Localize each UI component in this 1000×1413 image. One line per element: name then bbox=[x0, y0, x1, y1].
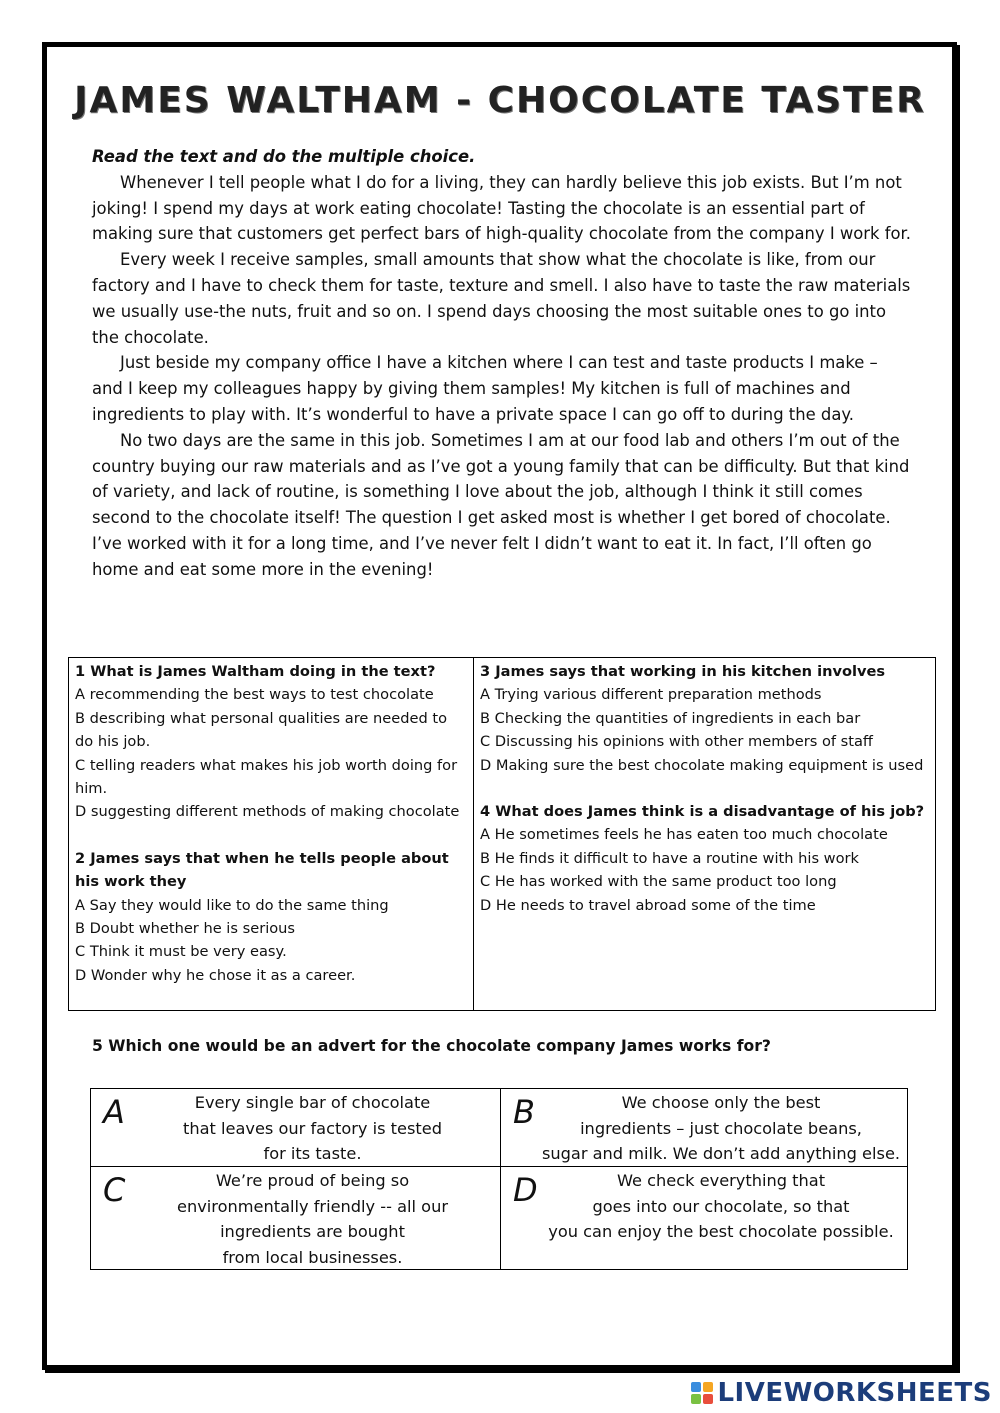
advert-line: We’re proud of being so bbox=[215, 1171, 410, 1190]
brand-name: LIVEWORKSHEETS bbox=[717, 1378, 992, 1408]
question-4-heading: 4 What does James think is a disadvantage of his job? bbox=[480, 803, 925, 821]
advert-letter: A bbox=[103, 1093, 125, 1131]
questions-left-column bbox=[69, 658, 474, 1010]
question-2-option-b[interactable]: B Doubt whether he is serious bbox=[75, 920, 296, 938]
question-3-option-d[interactable]: D Making sure the best chocolate making equipment is used bbox=[480, 756, 924, 774]
advert-line: ingredients are bought bbox=[220, 1222, 405, 1242]
questions-table bbox=[68, 657, 936, 1011]
question-4-option-a[interactable]: A He sometimes feels he has eaten too much chocolate bbox=[480, 826, 888, 844]
question-4-option-b[interactable]: B He finds it difficult to have a routine with his work bbox=[480, 849, 860, 867]
advert-letter: D bbox=[513, 1171, 538, 1209]
advert-line: ingredients – just chocolate beans, bbox=[580, 1118, 862, 1138]
spacer bbox=[480, 777, 929, 800]
question-3-option-b[interactable]: B Checking the quantities of ingredients in each bar bbox=[480, 709, 861, 727]
paragraph: No two days are the same in this job. Sometimes I am at our food lab and others I’m out of the country buying our raw materials and as I’ve got a young family that can be difficulty. But that kind of variety, and lack of routine, is something I love about the job, although I think it still comes second to the chocolate itself! The question I get asked most is whether I get bored of chocolate. I’ve worked with it for a long time, and I’ve never felt I didn’t want to eat it. In fact, I’ll often go home and eat some more in the evening! bbox=[92, 430, 910, 579]
adverts-table bbox=[90, 1088, 908, 1270]
advert-line: We check everything that bbox=[616, 1171, 826, 1190]
advert-line: goes into our chocolate, so that bbox=[592, 1196, 850, 1216]
advert-line: We choose only the best bbox=[621, 1093, 821, 1112]
spacer bbox=[75, 824, 467, 847]
logo-square bbox=[703, 1382, 713, 1392]
liveworksheets-logo-icon bbox=[691, 1382, 713, 1404]
advert-text bbox=[541, 1090, 901, 1167]
advert-a[interactable] bbox=[91, 1089, 501, 1167]
question-3-option-a[interactable]: A Trying various different preparation methods bbox=[480, 686, 822, 704]
question-4-option-d[interactable]: D He needs to travel abroad some of the time bbox=[480, 896, 816, 914]
question-2-option-d[interactable]: D Wonder why he chose it as a career. bbox=[75, 966, 356, 984]
question-4-option-c[interactable]: C He has worked with the same product too long bbox=[480, 873, 837, 891]
paragraph: Just beside my company office I have a kitchen where I can test and taste products I make – and I keep my colleagues happy by giving them samples! My kitchen is full of machines and ingredients to play with. It’s wonderful to have a private space I can go off to during the day. bbox=[92, 353, 878, 424]
paragraph: Every week I receive samples, small amounts that show what the chocolate is like, from our factory and I have to check them for taste, texture and smell. I also have to taste the raw materials we usually use-the nuts, fruit and so on. I spend days choosing the most suitable ones to go into the chocolate. bbox=[92, 250, 911, 347]
liveworksheets-brand[interactable] bbox=[691, 1378, 992, 1408]
question-5-heading: 5 Which one would be an advert for the chocolate company James works for? bbox=[92, 1037, 771, 1055]
question-1-heading: 1 What is James Waltham doing in the text? bbox=[75, 663, 436, 680]
question-2-option-a[interactable]: A Say they would like to do the same thing bbox=[75, 896, 389, 914]
page-title: JAMES WALTHAM - CHOCOLATE TASTER bbox=[74, 80, 926, 121]
question-1-option-b[interactable]: B describing what personal qualities are needed to do his job. bbox=[75, 709, 447, 751]
question-2-option-c[interactable]: C Think it must be very easy. bbox=[75, 943, 287, 961]
instruction: Read the text and do the multiple choice. bbox=[92, 147, 476, 166]
question-3-option-c[interactable]: C Discussing his opinions with other members of staff bbox=[480, 733, 873, 751]
advert-text bbox=[541, 1168, 901, 1245]
advert-line: for its taste. bbox=[263, 1144, 362, 1164]
question-3-heading: 3 James says that working in his kitchen involves bbox=[480, 663, 886, 680]
question-2-heading: 2 James says that when he tells people about his work they bbox=[75, 849, 449, 891]
advert-text bbox=[131, 1090, 494, 1167]
question-1-option-d[interactable]: D suggesting different methods of making chocolate bbox=[75, 803, 460, 821]
question-1-option-c[interactable]: C telling readers what makes his job worth doing for him. bbox=[75, 756, 458, 798]
advert-line: that leaves our factory is tested bbox=[182, 1118, 443, 1138]
advert-b[interactable] bbox=[501, 1089, 907, 1167]
questions-right-column bbox=[474, 658, 935, 1010]
logo-square bbox=[703, 1394, 713, 1404]
advert-letter: C bbox=[103, 1171, 126, 1209]
advert-line: sugar and milk. We don’t add anything else. bbox=[541, 1144, 901, 1164]
advert-line: you can enjoy the best chocolate possible. bbox=[548, 1222, 894, 1242]
advert-line: Every single bar of chocolate bbox=[194, 1093, 431, 1112]
logo-square bbox=[691, 1382, 701, 1392]
question-1-option-a[interactable]: A recommending the best ways to test chocolate bbox=[75, 686, 434, 704]
reading-text bbox=[92, 144, 912, 583]
logo-square bbox=[691, 1394, 701, 1404]
advert-d[interactable] bbox=[501, 1167, 907, 1269]
advert-c[interactable] bbox=[91, 1167, 501, 1269]
advert-line: from local businesses. bbox=[222, 1247, 403, 1267]
advert-line: environmentally friendly -- all our bbox=[176, 1196, 448, 1216]
advert-letter: B bbox=[513, 1093, 535, 1131]
paragraph: Whenever I tell people what I do for a living, they can hardly believe this job exists. But I’m not joking! I spend my days at work eating chocolate! Tasting the chocolate is an essential part of making sure that customers get perfect bars of high-quality chocolate from the company I work for. bbox=[92, 172, 911, 244]
advert-text bbox=[131, 1168, 494, 1270]
